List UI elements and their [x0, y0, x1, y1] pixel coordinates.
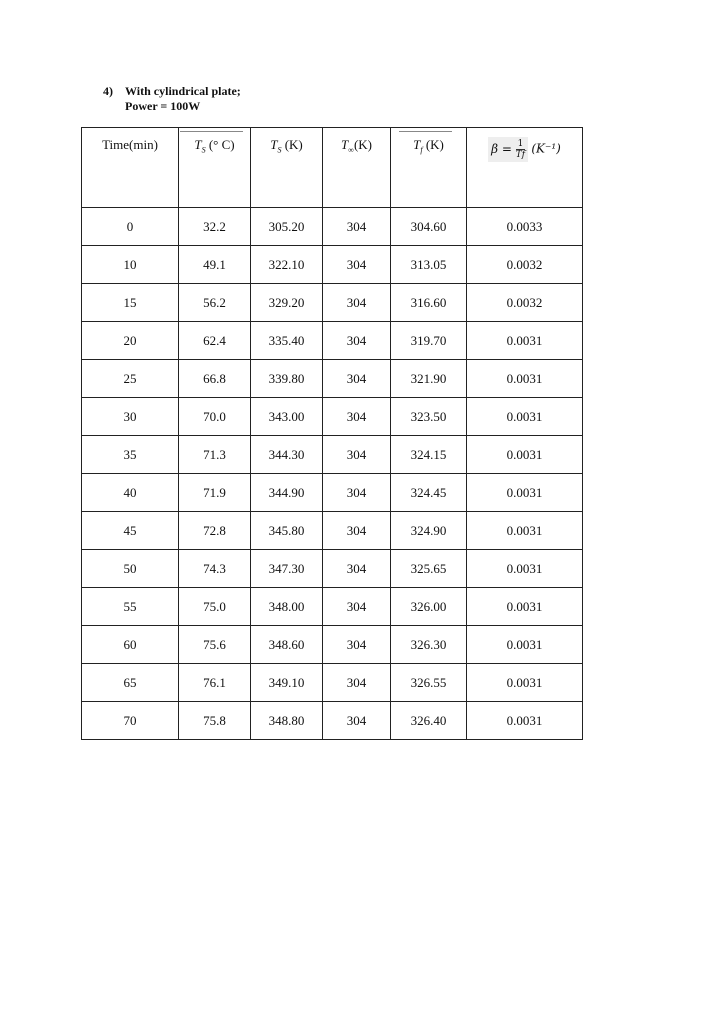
ts-celsius-cell: 62.4	[179, 322, 251, 360]
table-row	[82, 398, 583, 436]
ts-kelvin-cell: 348.80	[251, 702, 323, 740]
time-cell: 65	[82, 664, 179, 702]
table-row	[82, 588, 583, 626]
beta-cell: 0.0031	[467, 550, 583, 588]
table-row	[82, 322, 583, 360]
tf-cell: 326.40	[391, 702, 467, 740]
t-infinity-cell: 304	[323, 322, 391, 360]
tf-cell: 324.90	[391, 512, 467, 550]
time-cell: 30	[82, 398, 179, 436]
header-ts-celsius	[179, 128, 251, 208]
beta-cell: 0.0031	[467, 664, 583, 702]
beta-denominator: Tf	[515, 150, 526, 160]
time-cell: 35	[82, 436, 179, 474]
ts-celsius-cell: 49.1	[179, 246, 251, 284]
table-row	[82, 550, 583, 588]
table-row	[82, 360, 583, 398]
tf-cell: 324.15	[391, 436, 467, 474]
ts-k-unit: (K)	[284, 137, 303, 152]
beta-cell: 0.0032	[467, 246, 583, 284]
time-cell: 25	[82, 360, 179, 398]
ts-kelvin-cell: 344.90	[251, 474, 323, 512]
time-cell: 0	[82, 208, 179, 246]
ts-celsius-cell: 71.3	[179, 436, 251, 474]
ts-kelvin-cell: 339.80	[251, 360, 323, 398]
beta-cell: 0.0033	[467, 208, 583, 246]
table-row	[82, 626, 583, 664]
ts-c-unit: (° C)	[208, 137, 235, 152]
ts-celsius-cell: 75.0	[179, 588, 251, 626]
tinf-sub: ∞	[348, 145, 354, 155]
tf-sub: f	[420, 145, 423, 155]
ts-celsius-cell: 72.8	[179, 512, 251, 550]
table-row	[82, 436, 583, 474]
time-cell: 20	[82, 322, 179, 360]
time-cell: 40	[82, 474, 179, 512]
t-infinity-cell: 304	[323, 246, 391, 284]
t-infinity-cell: 304	[323, 664, 391, 702]
header-ts-kelvin	[251, 128, 323, 208]
header-time	[82, 128, 179, 208]
table-row	[82, 474, 583, 512]
table-row	[82, 702, 583, 740]
header-t-infinity	[323, 128, 391, 208]
ts-celsius-cell: 74.3	[179, 550, 251, 588]
time-cell: 55	[82, 588, 179, 626]
ts-celsius-cell: 75.8	[179, 702, 251, 740]
ts-celsius-cell: 66.8	[179, 360, 251, 398]
beta-formula	[488, 137, 528, 162]
t-infinity-cell: 304	[323, 360, 391, 398]
t-infinity-cell: 304	[323, 284, 391, 322]
time-cell: 50	[82, 550, 179, 588]
time-cell: 45	[82, 512, 179, 550]
t-infinity-cell: 304	[323, 398, 391, 436]
beta-cell: 0.0031	[467, 588, 583, 626]
t-infinity-cell: 304	[323, 474, 391, 512]
ts-kelvin-cell: 305.20	[251, 208, 323, 246]
tf-cell: 324.45	[391, 474, 467, 512]
tf-cell: 316.60	[391, 284, 467, 322]
header-beta	[467, 128, 583, 208]
beta-fraction	[516, 139, 525, 160]
tinf-unit: (K)	[353, 137, 372, 152]
tf-cell: 326.30	[391, 626, 467, 664]
table-header-row	[82, 128, 583, 208]
ts-c-sub: S	[201, 145, 206, 155]
ts-celsius-cell: 76.1	[179, 664, 251, 702]
ts-celsius-cell: 70.0	[179, 398, 251, 436]
t-infinity-cell: 304	[323, 512, 391, 550]
beta-cell: 0.0031	[467, 512, 583, 550]
t-infinity-cell: 304	[323, 702, 391, 740]
ts-kelvin-cell: 345.80	[251, 512, 323, 550]
section-heading	[103, 84, 241, 114]
beta-numerator: 1	[517, 139, 524, 149]
beta-unit: (K⁻¹)	[531, 141, 561, 156]
tinf-symbol: T	[341, 137, 349, 152]
beta-cell: 0.0031	[467, 360, 583, 398]
beta-lhs: β =	[491, 142, 512, 156]
beta-cell: 0.0031	[467, 702, 583, 740]
t-infinity-cell: 304	[323, 436, 391, 474]
section-number: 4)	[103, 84, 113, 98]
ts-kelvin-cell: 344.30	[251, 436, 323, 474]
ts-k-symbol: T	[270, 137, 278, 152]
section-title: With cylindrical plate;	[125, 84, 241, 98]
table-body	[82, 208, 583, 740]
ts-kelvin-cell: 335.40	[251, 322, 323, 360]
power-line: Power = 100W	[125, 99, 201, 113]
tf-cell: 321.90	[391, 360, 467, 398]
tf-symbol: T	[413, 137, 421, 152]
tf-cell: 323.50	[391, 398, 467, 436]
beta-cell: 0.0031	[467, 474, 583, 512]
time-cell: 70	[82, 702, 179, 740]
ts-kelvin-cell: 347.30	[251, 550, 323, 588]
tf-cell: 313.05	[391, 246, 467, 284]
header-tf	[391, 128, 467, 208]
tf-unit: (K)	[425, 137, 444, 152]
ts-celsius-cell: 71.9	[179, 474, 251, 512]
ts-celsius-cell: 56.2	[179, 284, 251, 322]
ts-c-symbol: T	[194, 137, 202, 152]
tf-cell: 326.00	[391, 588, 467, 626]
ts-kelvin-cell: 343.00	[251, 398, 323, 436]
beta-cell: 0.0031	[467, 322, 583, 360]
tf-cell: 326.55	[391, 664, 467, 702]
beta-cell: 0.0031	[467, 436, 583, 474]
table-row	[82, 246, 583, 284]
t-infinity-cell: 304	[323, 550, 391, 588]
table-row	[82, 208, 583, 246]
time-cell: 10	[82, 246, 179, 284]
tf-cell: 325.65	[391, 550, 467, 588]
time-cell: 15	[82, 284, 179, 322]
time-cell: 60	[82, 626, 179, 664]
ts-kelvin-cell: 329.20	[251, 284, 323, 322]
ts-kelvin-cell: 349.10	[251, 664, 323, 702]
table-row	[82, 512, 583, 550]
ts-k-sub: S	[277, 145, 282, 155]
tf-cell: 319.70	[391, 322, 467, 360]
ts-celsius-cell: 32.2	[179, 208, 251, 246]
table-row	[82, 284, 583, 322]
table-row	[82, 664, 583, 702]
measurement-table	[81, 127, 583, 740]
beta-cell: 0.0032	[467, 284, 583, 322]
t-infinity-cell: 304	[323, 588, 391, 626]
header-time-label: Time(min)	[102, 137, 158, 152]
t-infinity-cell: 304	[323, 208, 391, 246]
beta-cell: 0.0031	[467, 626, 583, 664]
ts-kelvin-cell: 348.00	[251, 588, 323, 626]
t-infinity-cell: 304	[323, 626, 391, 664]
ts-kelvin-cell: 322.10	[251, 246, 323, 284]
tf-cell: 304.60	[391, 208, 467, 246]
beta-cell: 0.0031	[467, 398, 583, 436]
ts-celsius-cell: 75.6	[179, 626, 251, 664]
ts-kelvin-cell: 348.60	[251, 626, 323, 664]
